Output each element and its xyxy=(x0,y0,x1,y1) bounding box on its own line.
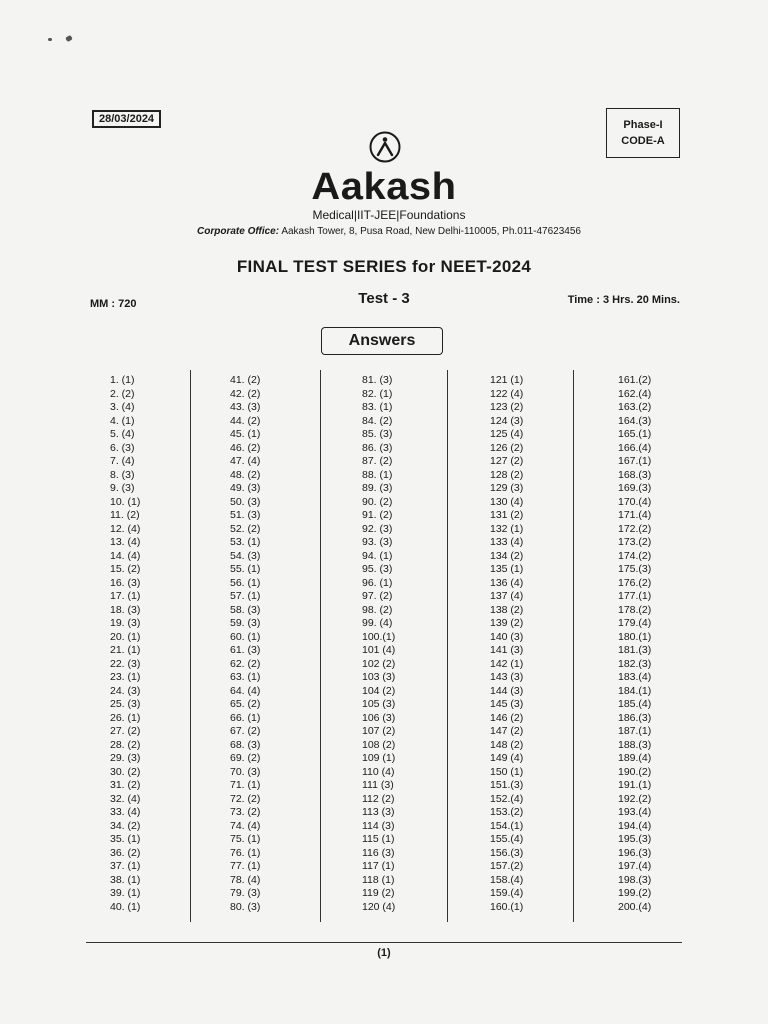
answer-row: 65. (2) xyxy=(230,698,261,710)
answer-row: 46. (2) xyxy=(230,441,261,454)
answer-row: 100.(1) xyxy=(362,630,396,643)
answer-row: 47. (4) xyxy=(230,455,261,467)
answer-row: 69. (2) xyxy=(230,752,261,764)
answer-row: 94. (1) xyxy=(362,549,393,562)
answer-row: 19. (3) xyxy=(110,617,141,629)
answer-row: 112 (2) xyxy=(362,792,395,805)
answer-row: 5. (4) xyxy=(110,428,135,440)
answer-row: 63. (1) xyxy=(230,671,261,683)
answer-row: 81. (3) xyxy=(362,374,393,386)
answer-row: 72. (2) xyxy=(230,792,261,805)
answer-row: 108 (2) xyxy=(362,738,396,751)
answer-column-1 xyxy=(110,374,140,914)
answer-row: 92. (3) xyxy=(362,522,393,535)
answer-row: 136 (4) xyxy=(490,576,524,589)
answer-row: 35. (1) xyxy=(110,833,141,845)
answer-row: 188.(3) xyxy=(618,738,652,751)
answer-row: 118 (1) xyxy=(362,873,395,886)
corporate-office-line xyxy=(0,226,768,237)
answer-row: 177.(1) xyxy=(618,590,652,602)
phase-label: Phase-I xyxy=(623,119,663,131)
answer-row: 169.(3) xyxy=(618,482,652,494)
answer-row: 190.(2) xyxy=(618,765,652,778)
answer-row: 106 (3) xyxy=(362,711,396,724)
answer-row: 79. (3) xyxy=(230,887,261,899)
answer-row: 164.(3) xyxy=(618,414,652,427)
answer-row: 133 (4) xyxy=(490,536,524,548)
answer-row: 104 (2) xyxy=(362,684,396,697)
answer-row: 163.(2) xyxy=(618,401,652,413)
answer-row: 158.(4) xyxy=(490,873,524,886)
answer-row: 68. (3) xyxy=(230,738,261,751)
answer-row: 115 (1) xyxy=(362,833,395,845)
answer-column-2 xyxy=(230,374,260,914)
answer-row: 196.(3) xyxy=(618,846,652,859)
answer-row: 38. (1) xyxy=(110,873,141,886)
answer-row: 135 (1) xyxy=(490,563,524,575)
answer-row: 175.(3) xyxy=(618,563,652,575)
answer-row: 42. (2) xyxy=(230,387,261,400)
answer-row: 191.(1) xyxy=(618,779,652,791)
answer-row: 137 (4) xyxy=(490,590,524,602)
answer-row: 142 (1) xyxy=(490,657,524,670)
answer-row: 184.(1) xyxy=(618,684,652,697)
answer-row: 199.(2) xyxy=(618,887,652,899)
answer-row: 93. (3) xyxy=(362,536,393,548)
answer-row: 103 (3) xyxy=(362,671,396,683)
answer-row: 178.(2) xyxy=(618,603,652,616)
answer-row: 40. (1) xyxy=(110,900,141,913)
answer-row: 16. (3) xyxy=(110,576,141,589)
answer-row: 170.(4) xyxy=(618,495,652,508)
answer-row: 176.(2) xyxy=(618,576,652,589)
answer-row: 131 (2) xyxy=(490,509,524,521)
answer-row: 168.(3) xyxy=(618,468,652,481)
answer-row: 149 (4) xyxy=(490,752,524,764)
answer-row: 181.(3) xyxy=(618,644,652,656)
answer-row: 74. (4) xyxy=(230,819,261,832)
answer-row: 37. (1) xyxy=(110,860,141,872)
answer-row: 187.(1) xyxy=(618,725,652,737)
answer-row: 83. (1) xyxy=(362,401,393,413)
answer-row: 9. (3) xyxy=(110,482,135,494)
answer-row: 20. (1) xyxy=(110,630,141,643)
answer-row: 171.(4) xyxy=(618,509,652,521)
answer-row: 70. (3) xyxy=(230,765,261,778)
answer-row: 165.(1) xyxy=(618,428,652,440)
answer-row: 146 (2) xyxy=(490,711,524,724)
answer-row: 67. (2) xyxy=(230,725,261,737)
answer-row: 8. (3) xyxy=(110,468,135,481)
page-number: (1) xyxy=(377,947,391,959)
answer-row: 186.(3) xyxy=(618,711,652,724)
brand-logo-text: Aakash xyxy=(311,166,457,208)
answer-row: 28. (2) xyxy=(110,738,141,751)
aakash-logo-icon xyxy=(369,131,401,163)
answer-row: 120 (4) xyxy=(362,900,396,913)
answer-row: 111 (3) xyxy=(362,779,394,791)
series-title: FINAL TEST SERIES for NEET-2024 xyxy=(236,257,532,276)
answer-row: 162.(4) xyxy=(618,387,652,400)
answer-row: 197.(4) xyxy=(618,860,652,872)
answer-row: 11. (2) xyxy=(110,509,140,521)
answer-row: 44. (2) xyxy=(230,414,261,427)
answer-row: 1. (1) xyxy=(110,374,135,386)
answer-row: 82. (1) xyxy=(362,387,393,400)
answers-heading: Answers xyxy=(321,327,443,355)
answer-row: 29. (3) xyxy=(110,752,141,764)
answer-row: 116 (3) xyxy=(362,846,395,859)
answer-row: 7. (4) xyxy=(110,455,135,467)
answer-row: 114 (3) xyxy=(362,819,395,832)
answer-row: 55. (1) xyxy=(230,563,261,575)
answer-row: 159.(4) xyxy=(490,887,524,899)
answer-row: 30. (2) xyxy=(110,765,141,778)
answer-row: 172.(2) xyxy=(618,522,652,535)
footer-rule xyxy=(86,942,682,943)
answer-row: 62. (2) xyxy=(230,657,261,670)
answer-row: 3. (4) xyxy=(110,401,135,413)
answer-row: 49. (3) xyxy=(230,482,261,494)
answer-row: 34. (2) xyxy=(110,819,141,832)
answer-row: 150 (1) xyxy=(490,765,524,778)
column-divider xyxy=(573,370,574,922)
answer-row: 95. (3) xyxy=(362,563,393,575)
code-label: CODE-A xyxy=(621,135,665,147)
answer-row: 45. (1) xyxy=(230,428,261,440)
answer-row: 198.(3) xyxy=(618,873,652,886)
answer-row: 167.(1) xyxy=(618,455,652,467)
answer-row: 4. (1) xyxy=(110,414,135,427)
answer-row: 50. (3) xyxy=(230,495,261,508)
answer-row: 183.(4) xyxy=(618,671,652,683)
answer-row: 113 (3) xyxy=(362,806,395,818)
scan-speck xyxy=(48,38,52,41)
answer-row: 54. (3) xyxy=(230,549,261,562)
answer-row: 195.(3) xyxy=(618,833,652,845)
answer-row: 76. (1) xyxy=(230,846,261,859)
answer-row: 91. (2) xyxy=(362,509,393,521)
answer-row: 53. (1) xyxy=(230,536,261,548)
answer-row: 48. (2) xyxy=(230,468,261,481)
answer-row: 161.(2) xyxy=(618,374,652,386)
answer-row: 12. (4) xyxy=(110,522,141,535)
answer-row: 6. (3) xyxy=(110,441,135,454)
answer-row: 17. (1) xyxy=(110,590,141,602)
answer-row: 57. (1) xyxy=(230,590,261,602)
answer-row: 180.(1) xyxy=(618,630,652,643)
answer-column-3 xyxy=(362,374,395,914)
answer-row: 61. (3) xyxy=(230,644,261,656)
max-marks: MM : 720 xyxy=(90,298,137,310)
answer-row: 139 (2) xyxy=(490,617,524,629)
answer-row: 110 (4) xyxy=(362,765,395,778)
answer-row: 148 (2) xyxy=(490,738,524,751)
answer-row: 10. (1) xyxy=(110,495,141,508)
answer-row: 179.(4) xyxy=(618,617,652,629)
answer-row: 192.(2) xyxy=(618,792,652,805)
answer-row: 127 (2) xyxy=(490,455,524,467)
answer-row: 105 (3) xyxy=(362,698,396,710)
answer-row: 84. (2) xyxy=(362,414,393,427)
answer-row: 64. (4) xyxy=(230,684,261,697)
time-duration: Time : 3 Hrs. 20 Mins. xyxy=(567,294,680,306)
answer-row: 43. (3) xyxy=(230,401,261,413)
answer-row: 160.(1) xyxy=(490,900,524,913)
answer-row: 51. (3) xyxy=(230,509,261,521)
answer-row: 123 (2) xyxy=(490,401,524,413)
answer-row: 33. (4) xyxy=(110,806,141,818)
answer-row: 52. (2) xyxy=(230,522,261,535)
answer-row: 77. (1) xyxy=(230,860,261,872)
answer-row: 101 (4) xyxy=(362,644,396,656)
answer-row: 96. (1) xyxy=(362,576,393,589)
answer-row: 200.(4) xyxy=(618,900,652,913)
answer-row: 18. (3) xyxy=(110,603,141,616)
answer-row: 98. (2) xyxy=(362,603,393,616)
date-box: 28/03/2024 xyxy=(92,110,161,128)
answer-row: 31. (2) xyxy=(110,779,141,791)
answer-row: 15. (2) xyxy=(110,563,141,575)
test-number: Test - 3 xyxy=(358,290,410,307)
answer-row: 66. (1) xyxy=(230,711,261,724)
answer-row: 86. (3) xyxy=(362,441,393,454)
answer-row: 85. (3) xyxy=(362,428,393,440)
answer-row: 182.(3) xyxy=(618,657,652,670)
answer-row: 166.(4) xyxy=(618,441,652,454)
answer-row: 58. (3) xyxy=(230,603,261,616)
answer-row: 130 (4) xyxy=(490,495,524,508)
answer-column-5 xyxy=(618,374,651,914)
answer-row: 126 (2) xyxy=(490,441,524,454)
column-divider xyxy=(447,370,448,922)
answer-row: 189.(4) xyxy=(618,752,652,764)
answer-row: 60. (1) xyxy=(230,630,261,643)
answer-row: 89. (3) xyxy=(362,482,393,494)
answer-row: 25. (3) xyxy=(110,698,141,710)
answer-row: 174.(2) xyxy=(618,549,652,562)
answer-row: 97. (2) xyxy=(362,590,393,602)
answer-row: 143 (3) xyxy=(490,671,524,683)
answer-row: 39. (1) xyxy=(110,887,141,899)
column-divider xyxy=(320,370,321,922)
answer-row: 90. (2) xyxy=(362,495,393,508)
corporate-office-address: Aakash Tower, 8, Pusa Road, New Delhi-110005, Ph.011-47623456 xyxy=(281,226,581,237)
answer-row: 24. (3) xyxy=(110,684,141,697)
answer-row: 147 (2) xyxy=(490,725,524,737)
answer-row: 56. (1) xyxy=(230,576,261,589)
answer-row: 26. (1) xyxy=(110,711,141,724)
answer-row: 32. (4) xyxy=(110,792,141,805)
answer-row: 144 (3) xyxy=(490,684,524,697)
answer-row: 138 (2) xyxy=(490,603,524,616)
answer-row: 80. (3) xyxy=(230,900,261,913)
answer-row: 13. (4) xyxy=(110,536,141,548)
answer-row: 27. (2) xyxy=(110,725,141,737)
answer-row: 151.(3) xyxy=(490,779,524,791)
answer-row: 134 (2) xyxy=(490,549,524,562)
answer-row: 185.(4) xyxy=(618,698,652,710)
answer-row: 194.(4) xyxy=(618,819,652,832)
scan-speck xyxy=(65,35,73,42)
answer-row: 75. (1) xyxy=(230,833,261,845)
answer-row: 41. (2) xyxy=(230,374,261,386)
answer-row: 107 (2) xyxy=(362,725,396,737)
answer-row: 23. (1) xyxy=(110,671,141,683)
corporate-office-label: Corporate Office: xyxy=(197,226,280,237)
answer-row: 154.(1) xyxy=(490,819,524,832)
answer-row: 71. (1) xyxy=(230,779,261,791)
answer-row: 2. (2) xyxy=(110,387,135,400)
answer-row: 119 (2) xyxy=(362,887,395,899)
answer-row: 152.(4) xyxy=(490,792,524,805)
answer-row: 73. (2) xyxy=(230,806,261,818)
phase-code-box xyxy=(606,108,680,158)
answer-row: 88. (1) xyxy=(362,468,393,481)
brand-subtitle: Medical|IIT-JEE|Foundations xyxy=(312,208,466,222)
answer-row: 109 (1) xyxy=(362,752,396,764)
answer-row: 132 (1) xyxy=(490,522,524,535)
answer-row: 128 (2) xyxy=(490,468,524,481)
answer-row: 22. (3) xyxy=(110,657,141,670)
answer-row: 173.(2) xyxy=(618,536,652,548)
answer-row: 102 (2) xyxy=(362,657,396,670)
answer-row: 121 (1) xyxy=(490,374,524,386)
answer-row: 145 (3) xyxy=(490,698,524,710)
answer-row: 129 (3) xyxy=(490,482,524,494)
answer-row: 14. (4) xyxy=(110,549,141,562)
answer-row: 99. (4) xyxy=(362,617,393,629)
answer-row: 153.(2) xyxy=(490,806,524,818)
answer-row: 125 (4) xyxy=(490,428,524,440)
answer-row: 122 (4) xyxy=(490,387,524,400)
answer-row: 36. (2) xyxy=(110,846,141,859)
answer-row: 59. (3) xyxy=(230,617,261,629)
answer-row: 78. (4) xyxy=(230,873,261,886)
answer-row: 117 (1) xyxy=(362,860,395,872)
answer-row: 140 (3) xyxy=(490,630,524,643)
answer-row: 156.(3) xyxy=(490,846,524,859)
answer-row: 193.(4) xyxy=(618,806,652,818)
answer-row: 21. (1) xyxy=(110,644,141,656)
column-divider xyxy=(190,370,191,922)
answer-row: 87. (2) xyxy=(362,455,393,467)
answer-column-4 xyxy=(490,374,523,914)
answer-row: 155.(4) xyxy=(490,833,524,845)
answer-row: 124 (3) xyxy=(490,414,524,427)
answer-row: 157.(2) xyxy=(490,860,524,872)
answer-row: 141 (3) xyxy=(490,644,524,656)
